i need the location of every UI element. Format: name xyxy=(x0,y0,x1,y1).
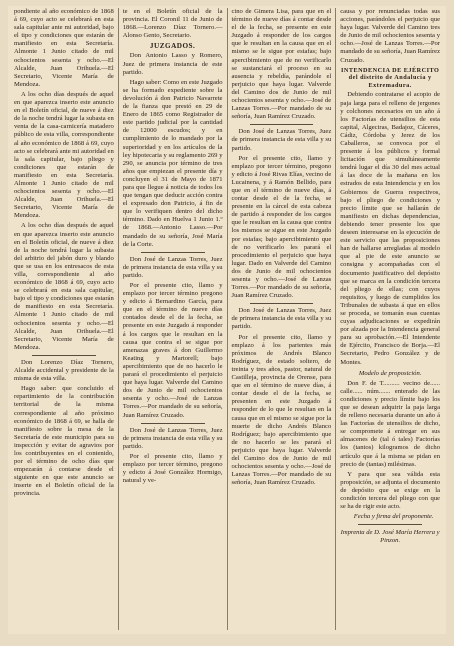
entry: Por el presente cito, llamo y emplazo por tercer término pregono y edicto á Bernardino García, para que en el término de nueve días contados desde el de la fecha, se presente en este Juzgado á responder á los cargos que le resultan en la causa que contra el se sigue por amenazas graves á don Guillermo Keating y Martorell; bajo apercibimiento que de no hacerlo le parará el procedimiento el perjuicio que haya lugar. Valverde del Camino dos de Junio de mil ochocientos sesenta y ocho.—José de Lanzas Torres.—Por mandado de su señoría, Juan Ramírez Cruzado. xyxy=(122,282,223,419)
section-heading: INTENDENCIA DE EJÉRCITO del distrito de Andalucía y Extremadura. xyxy=(340,66,440,89)
printer-imprint: Imprenta de D. José María Herrera y Pinzon. xyxy=(340,529,440,545)
column-2 xyxy=(119,8,228,630)
paragraph: Por el presente cito, llamo y emplazo por tercer término, pregono y edicto á José Rivas Elías, vecino de Lucainena, y á Ramón Bellido, para que en el término de nueve días, á contar desde el de la fecha, se presente en la cárcel de esta cabeza de partido á responder de los cargos que le resultan en la causa que contra los mismos se sigue en este Juzgado por estafas; bajo apercibimiento que de no verificarlo les parará el procedimiento el perjuicio que haya lugar. Dado en Valverde del Camino dos de Junio de mil ochocientos sesenta y ocho.—José de Lanzas Torres.—Por mandado de su señoría, Juan Ramírez Cruzado. xyxy=(231,154,332,300)
column-1 xyxy=(10,8,119,630)
paragraph: te en el Boletín oficial de la provincia. El Coronil 11 de Junio de 1868.—Lorenzo Díaz Tornero.—Alonso Gento, Secretario. xyxy=(122,8,223,40)
paragraph: Don Lorenzo Díaz Tornero, Alcalde accidental y presidente de la misma de esta villa. xyxy=(14,358,114,383)
divider xyxy=(358,524,422,525)
paragraph: Hago saber: que concluido el repartimiento de la contribución territorial de la misma correspondiente al año próximo económico de 1868 á 69, se halla de manifiesto sobre la mesa de la Secretaría de este municipio para su inspección y evitar de agravios por los contribuyentes en el contenido, por el término de ocho días que empezarán á contarse desde el siguiente en que este anuncio se inserte en el Boletín oficial de la provincia. xyxy=(14,385,114,498)
paragraph: Don José de Lanzas Torres, Juez de primera instancia de esta villa y su partido. xyxy=(231,128,332,152)
divider xyxy=(250,303,314,304)
entry: Don José de Lanzas Torres, Juez de primera instancia de esta villa y su partido. xyxy=(122,426,223,450)
paragraph: Por el presente cito, llamo y emplazo á los parientes más próximos de Andrés Blanco Rodríguez, de estado soltero, de treinta y tres años, pastor, natural de Castilleja, provincia de Orense, para que en el término de nueve días, á contar desde el de la fecha, se presenten en este Juzgado á responder de lo que le resultan en la causa que en el mismo se sigue por la muerte de dicho Andrés Blanco Rodríguez; bajo apercibimiento que de no hacerlo se les parará el perjuicio que haya lugar. Valverde del Camino dos de Junio de mil ochocientos sesenta y ocho.—José de Lanzas Torres.—Por mandado de su señoría, Juan Ramírez Cruzado. xyxy=(231,333,332,487)
section-heading: JUZGADOS. xyxy=(149,42,196,51)
paragraph: A los ocho días después de aquel en que aparezca inserto este anuncio en el Boletín oficial, de nueve á diez de la noche tendrá lugar la subasta del arbitrio del jabón duro y blando que se usa en los entresacos de esta villa, correspondiente al año económico de 1868 á 69, cuyo acto se celebrará en esta sala capitular, bajo el tipo y condiciones que estarán de manifiesto en esta Secretaría. Almonte 1 Junio citado de mil ochocientos sesenta y ocho.—El Alcalde, Juan Orihuela.—El Secretario, Vicente María de Mendoza. xyxy=(14,222,114,351)
entry: Don José de Lanzas Torres, Juez de primera instancia de esta villa y su partido. xyxy=(122,255,223,279)
divider xyxy=(141,423,205,424)
paragraph: causa y por renunciadas todas sus acciones, parándoles el perjuicio que haya lugar. Valverde del Camino tres de Junio de mil ochocientos sesenta y ocho.—José de Lanzas Torres.—Por mandado de su señoría, Juan Ramírez Cruzado. xyxy=(340,8,440,64)
model-text: Don F. de T.......... vecino de...... calle...... núm....... enterado de las condiciones y precio límite bajo los que se desean adquirir la paja larga de relleno necesaria durante un año á las Factorías de utensilios de dicho, se compromete á entregar en sus almacenes de (tal ó tales) Factorías los (tantos) kilogramos de dicho artículo que á la misma se pidan en precio de (tantas) milésimas. xyxy=(340,379,440,468)
model-heading: Modelo de proposición. xyxy=(358,369,422,377)
newspaper-page xyxy=(8,6,446,634)
model-signature: Fecha y firma del proponente. xyxy=(353,513,434,521)
entry: Hago saber: Como en este Juzgado se ha formado expediente sobre la devolución á don Patricio Navarrete de la fianza que prestó en 29 de Enero de 1865 como Registrador de este partido judicial por la cantidad de 12000 escudos; y en cumplimiento de lo mandado por la superioridad y en los artículos de la ley hipotecaria y su reglamento 269 y 290, se anuncia por término de tres años que empiezan el presente día y concluyen el 31 de Mayo de 1871 para que llegue á noticia de todos los que tengan que deducir acción contra el expresado don Patricio, á fin de que lo verifiquen dentro del dicho término. Dado en Huelva 1 Junio 1.º de 1868.—Antonio Lasso.—Por mandado de su señoría, José María de la Corte. xyxy=(122,78,223,248)
divider xyxy=(32,355,96,356)
column-3 xyxy=(228,8,337,630)
divider xyxy=(141,252,205,253)
paragraph: pondiente al año económico de 1868 á 69, cuyo acto se celebrará en esta sala capitular ante mi autoridad, bajo el tipo y condiciones que estarán de manifiesto en esta Secretaría. Almonte 1 Junio citado de mil ochocientos sesenta y ocho.—El Alcalde, Juan Orihuela.—El Secretario, Vicente María de Mendoza. xyxy=(14,8,114,88)
paragraph: Don José de Lanzas Torres, Juez de primera instancia de esta villa y su partido. xyxy=(231,307,332,331)
column-4 xyxy=(336,8,444,630)
paragraph: A los ocho días después de aquel en que aparezca inserto este anuncio en el Boletín oficial, de nueve á diez de la noche tendrá lugar la subasta en venta de la casa-carnicería matadero público de esta villa, correspondiente al año económico de 1868 á 69, cuyo acto se celebrará ante mi autoridad en la sala capitular, bajo pliego y condiciones que estarán de manifiesto en esta Secretaría. Almonte 1 Junio citado de mil ochocientos sesenta y ocho.—El Alcalde, Juan Orihuela.—El Secretario, Vicente María de Mendoza. xyxy=(14,90,114,220)
model-text: Y para que sea válida esta proposición, se adjunta el documento de depósito que se exige en la condición tercera del pliego con que se ha de rigir este acto. xyxy=(340,470,440,511)
entry: Debiendo contratarse el acopio de paja larga para el relleno de jergones y colchones necesarios en un año á los Factorías de utensilios de esta capital, Algeciras, Badajoz, Cáceres, Cádiz, Córdoba y Jerez de los Caballeros, se convoca por el presente á los públicos y formal licitación que simultáneamente tendrá lugar el día 30 del mes actual á las doce de la mañana en los estrados de esta Intendencia y en los Gobiernos de Guerra respectivos, bajo el pliego de condiciones y precio límite que se hallarán de manifiesto en dichas dependencias, debiendo tener presente los que deseen interesarse en la ejecución de este servicio que las proposiciones han de hallarse arregladas al modelo que al pie de este anuncio se consigna y acompañadas con el documento justificativo del depósito que se marca en la condición tercera del pliego de ellas; con cuyos requisitos, y luego de cumplidos los Tribunales de subasta á que en ellos se proceda, se tomarán esas cuentas cuyas adjudicaciones se expedirán por alzada por la Intendencia general para su aprobación.—El Intendente de Ejército, Francisco de Borja.—El Secretario, Pedro González y de Montes. xyxy=(340,91,440,366)
paragraph: cino de Gimera Lisa, para que en el término de nueve días á contar desde el de la fecha, se presente en este Juzgado á responder de los cargos que le resultan en la causa que en el mismo se le sigue por estafas; bajo apercibimiento que de no verificarlo se sustanciará el proceso en su ausencia y rebeldía, parándole el perjuicio que haya lugar. Valverde del Camino dos de Junio de mil ochocientos sesenta y ocho.—José de Lanzas Torres.—Por mandado de su señoría, Juan Ramírez Cruzado. xyxy=(231,8,332,121)
columns-container xyxy=(10,8,444,630)
entry: Por el presente cito, llamo y emplazo por tercer término, pregono y edicto á José González Hormigo, natural y ve- xyxy=(122,452,223,485)
entry: Don Antonio Lasso y Romero, Juez de primera instancia de este partido. xyxy=(122,52,223,76)
divider xyxy=(250,124,314,125)
